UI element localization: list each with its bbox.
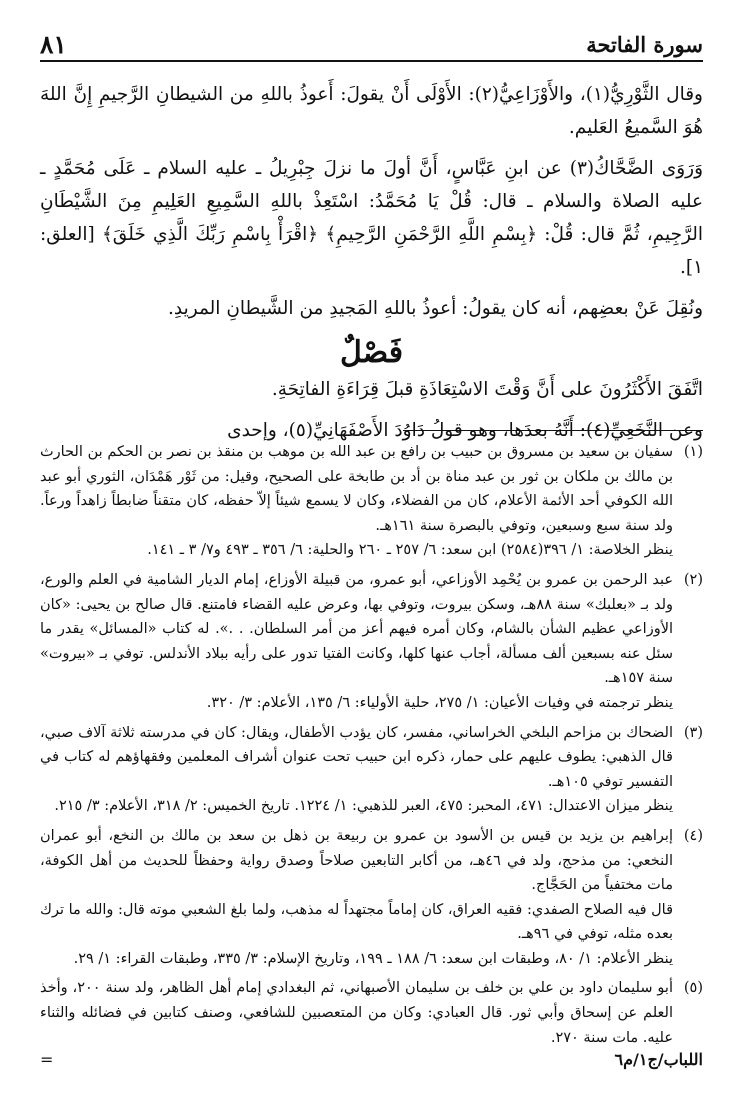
page-footer [40,1050,703,1069]
footnote-number: (٤) [683,827,703,844]
surah-title: سورة الفاتحة [586,32,703,57]
footnote-text: أبو سليمان داود بن علي بن خلف بن سليمان الأصبهاني، ثم البغدادي إمام أهل الظاهر، ولد سنة ٢٠٠، وأخذ العلم عن إسحاق وأبي ثور. قال العبادي: وكان من المتعصبين للشافعي، وصنف كتابين في فضائله والثناء عليه. مات سنة ٢٧٠. [40,980,673,1046]
page-number: ٨١ [40,30,67,59]
footnote-text: إبراهيم بن يزيد بن قيس بن الأسود بن عمرو بن ربيعة بن ذهل بن سعد بن مالك بن النخع، أبو عمران النخعي: من مذحج، ولد في ٤٦هـ، من أكابر التابعين صلاحاً وصدق رواية وحفظاً للحديث من أهل الكوفة، مات مختفياً من الحَجَّاج. [40,827,673,894]
footnote-text: عبد الرحمن بن عمرو بن يُحْمِد الأوزاعي، أبو عمرو، من قبيلة الأوزاع، إمام الديار الشامية في العلم والورع، ولد بـ «بعلبك» سنة ٨٨هـ، وسكن بيروت، وتوفي بها، وعرض عليه القضاء فامتنع. قال صالح بن يحيى: «كان الأوزاعي عظيم الشأن بالشام، وكان أمره فيهم أعز من أمر السلطان. . .». له كتاب «المسائل» يقدر ما سئل عنه بسبعين ألف مسألة، أجاب عنها كلها، وكانت الفتيا تدور على رأيه ببلاد الأندلس. توفي بـ «بيروت» سنة ١٥٧هـ. [40,571,673,687]
footnote-source: ينظر ميزان الاعتدال: ٤٧١، المحبر: ٤٧٥، العبر للذهبي: ١/ ١٢٢٤. تاريخ الخميس: ٢/ ٣١٨، الأعلام: ٣/ ٢١٥. [54,798,673,815]
footnote-3 [40,721,703,819]
footnote-5 [40,976,703,1050]
printer-signature: اللباب/ج١/م٦ [614,1050,703,1069]
footnote-text: سفيان بن سعيد بن مسروق بن حبيب بن رافع بن عبد الله بن موهب بن منقذ بن نصر بن الحكم بن الحارث بن مالك بن ملكان بن ثور بن عبد مناة بن أد بن طابخة على الصحيح، وقيل: من ثَوْر هَمْدَان، الثوري أبو عبد الله الكوفي أحد الأئمة الأعلام، كان من الفضلاء، وكان لا يسمع شيئاً إلاّ حفظه، كان متقناً ضابطاً زاهداً ورعاً. ولد سنة سبع وسبعين، وتوفي بالبصرة سنة ١٦١هـ. [40,444,673,534]
footnote-source: ينظر ترجمته في وفيات الأعيان: ١/ ٢٧٥، حلية الأولياء: ٦/ ١٣٥، الأعلام: ٣/ ٣٢٠. [206,694,673,711]
footnote-text: الضحاك بن مزاحم البلخي الخراساني، مفسر، كان يؤدب الأطفال، ويقال: كان في مدرسته ثلاثة آلاف صبي، قال الذهبي: يطوف عليهم على حمار، ذكره ابن حبيب تحت عنوان أشراف المعلمين وفقهاؤهم له كتاب في التفسير توفي ١٠٥هـ. [40,724,673,790]
main-text [40,78,703,455]
footer-mark: = [40,1050,54,1069]
footnote-number: (٢) [683,571,703,588]
paragraph-1: وقال الثَّوْرِيُّ(١)، والأَوْزَاعِيُّ(٢): الأَوْلَى أَنْ يقولَ: أَعوذُ باللهِ من الشيطانِ الرَّجيمِ إِنَّ اللهَ هُوَ السَّميعُ العَليم. [40,84,703,138]
paragraph-5: وعن النَّخَعِيِّ(٤): أَنَّهُ بعدَها، وهو قولُ دَاوُدَ الأَصْفَهَانِيِّ(٥)، وإحدى [227,420,703,441]
running-header [40,26,703,62]
paragraph-3: ونُقِلَ عَنْ بعضِهم، أنه كان يقولُ: أعوذُ باللهِ المَجيدِ من الشَّيطانِ المريدِ. [168,298,703,319]
footnote-2 [40,568,703,716]
footnote-text: قال فيه الصلاح الصفدي: فقيه العراق، كان إماماً مجتهداً له مذهب، ولما بلغ الشعبي موته قال: والله ما ترك بعده مثله، توفي في ٩٦هـ. [40,901,673,943]
footnote-source: ينظر الأعلام: ١/ ٨٠، وطبقات ابن سعد: ٦/ ١٨٨ ـ ١٩٩، وتاريخ الإسلام: ٣/ ٣٣٥، وطبقات القراء: ١/ ٢٩. [73,950,673,967]
paragraph-4: اتَّفَقَ الأَكْثَرُونَ على أَنَّ وَقْتَ الاسْتِعَاذَةِ قبلَ قِرَاءَةِ الفاتِحَةِ. [271,379,703,400]
footnote-number: (٣) [683,724,703,741]
footnote-4 [40,824,703,972]
footnote-number: (١) [683,444,703,460]
footnote-source: ينظر الخلاصة: ١/ ٣٩٦(٢٥٨٤) ابن سعد: ٦/ ٢٥٧ ـ ٢٦٠ والحلية: ٦/ ٣٥٦ ـ ٤٩٣ و٧/ ٣ ـ ١٤١. [147,542,673,559]
footnotes [40,440,703,1055]
paragraph-2: وَرَوَى الضَّحَّاكُ(٣) عن ابنِ عَبَّاسٍ، أَنَّ أولَ ما نزلَ جِبْرِيلُ ـ عليه السلام ـ عَلَى مُحَمَّدٍ ـ عليه الصلاة والسلام ـ قال: قُلْ يَا مُحَمَّدُ: اسْتَعِذْ باللهِ السَّمِيعِ العَلِيمِ مِنَ الشَّيْطَانِ الرَّجِيمِ، ثُمَّ قال: قُلْ: ﴿بِسْمِ اللَّهِ الرَّحْمَنِ الرَّحِيمِ﴾ ﴿اقْرَأْ بِاسْمِ رَبِّكَ الَّذِي خَلَقَ﴾ [العلق: ١]. [40,158,703,278]
footnote-1 [40,440,703,563]
section-heading: فَصْلٌ [339,335,404,370]
footnote-number: (٥) [683,980,703,997]
footnote-separator [403,430,703,431]
